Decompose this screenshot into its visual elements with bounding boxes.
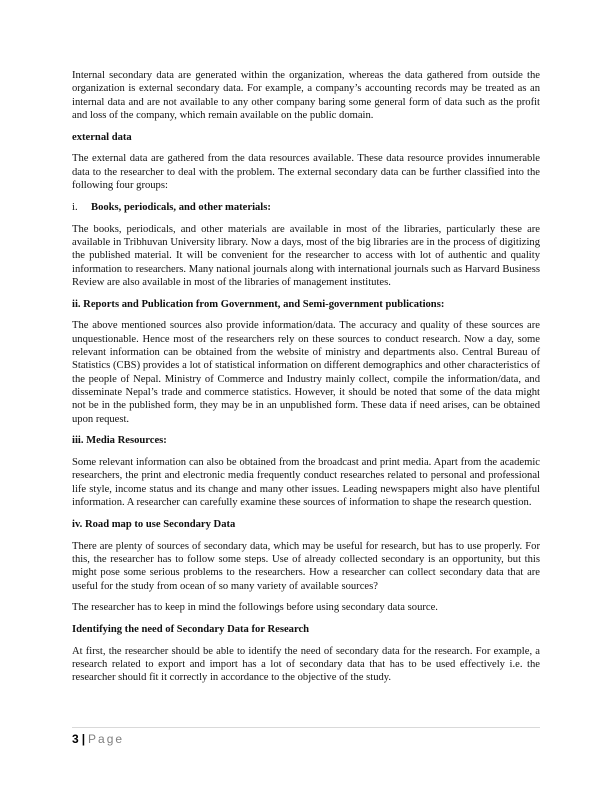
- page-body: [72, 69, 540, 693]
- footer-divider: [72, 727, 540, 728]
- paragraph-internal-secondary-data: Internal secondary data are generated within the organization, whereas the data gathered from outside the organization is external secondary data. For example, a company’s accounting records may be treated as an internal data and are not available to any other company baring some general form of data such as the profit and loss of the company, which remain available on the public domain.: [72, 70, 540, 121]
- list-number: i.: [72, 201, 78, 213]
- heading-external-data: external data: [72, 131, 132, 143]
- page-label: Page: [88, 732, 125, 746]
- paragraph-reports: The above mentioned sources also provide information/data. The accuracy and quality of these sources are unquestionable. Hence most of the researchers rely on these sources to conduct research. Now a day, some relevant information can be obtained from the website of ministry and departments also. Central Bureau of Statistics (CBS) provides a lot of statistical information on different demographics and other characteristics of the people of Nepal. Ministry of Commerce and Industry mainly collect, compile the information/data, and disseminate Nepal’s trade and commerce statistics. However, it should be noted that some of the data might not be in the published form, they may be in an unpublished form. These data if need arises, can be obtained upon request.: [72, 320, 540, 425]
- heading-road-map: iv. Road map to use Secondary Data: [72, 518, 236, 530]
- paragraph-media: Some relevant information can also be obtained from the broadcast and print media. Apart from the academic researchers, the print and electronic media frequently conduct researches related to personal and professional life style, income status and its change and many other issues. Leading newspapers might also have plentiful information. A researcher can carefully examine these sources of information to shape the research question.: [72, 457, 540, 509]
- paragraph-keep-in-mind: The researcher has to keep in mind the followings before using secondary data source.: [72, 602, 438, 614]
- page-footer: [72, 732, 124, 746]
- page-number: 3: [72, 732, 79, 746]
- heading-media-resources: iii. Media Resources:: [72, 435, 167, 447]
- paragraph-books: The books, periodicals, and other materials are available in most of the libraries, particularly these are available in Tribhuvan University library. Now a days, most of the big libraries are in the process of digitizing the published material. It will be convenient for the researcher to access with lot of authentic and quality information to researchers. Many national journals along with international journals such as Harvard Business Review are also available in most of the libraries of management institutes.: [72, 223, 540, 288]
- paragraph-identifying-need: At first, the researcher should be able to identify the need of secondary data for the research. For example, a research related to export and import has a lot of secondary data that has to be used effectively i.e. the researcher should fit it correctly in accordance to the objective of the study.: [72, 645, 540, 684]
- heading-books-periodicals: [72, 201, 540, 214]
- heading-reports-publication: ii. Reports and Publication from Government, and Semi-government publications:: [72, 298, 445, 310]
- paragraph-external-data: The external data are gathered from the data resources available. These data resource provides innumerable data to the researcher to deal with the problem. The external secondary data can be further classified into the following four groups:: [72, 153, 540, 192]
- paragraph-road-map: There are plenty of sources of secondary data, which may be useful for research, but has to use properly. For this, the researcher has to follow some steps. Use of already collected secondary is an opportunity, but this might pose some serious problems to the researchers. How a researcher can collect secondary data that are useful for the study from ocean of so many variety of available sources?: [72, 540, 540, 592]
- heading-identifying-need: Identifying the need of Secondary Data for Research: [72, 624, 310, 636]
- footer-separator: |: [81, 732, 86, 746]
- heading-text: Books, periodicals, and other materials:: [91, 201, 271, 213]
